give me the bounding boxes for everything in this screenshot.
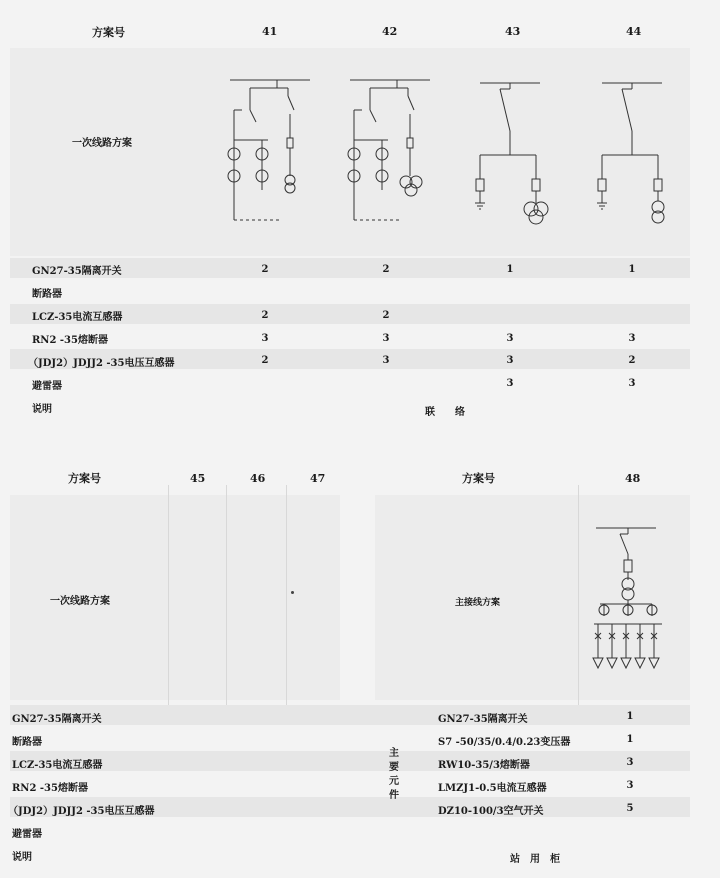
bl-header-label: 方案号 (68, 472, 101, 485)
bl-scheme-number-47: 47 (310, 472, 326, 485)
top-note-value: 联 络 (425, 407, 465, 418)
bl-dot-mark (291, 591, 294, 594)
bl-column-divider-2 (226, 485, 227, 705)
top-value-43-1: 1 (506, 264, 514, 275)
br-component-name-1: GN27-35隔离开关 (438, 714, 528, 725)
top-value-44-5: 2 (628, 355, 636, 366)
top-component-name-3: LCZ-35电流互感器 (32, 312, 123, 323)
top-value-41-5: 2 (261, 355, 269, 366)
br-component-name-5: DZ10-100/3空气开关 (438, 806, 544, 817)
top-component-name-1: GN27-35隔离开关 (32, 266, 122, 277)
top-value-44-6: 3 (628, 378, 636, 389)
br-side-label-1: 主 (389, 748, 399, 759)
br-component-name-4: LMZJ1-0.5电流互感器 (438, 783, 547, 794)
br-note-value: 站 用 柜 (510, 854, 560, 865)
top-note-label: 说明 (32, 404, 52, 415)
diagram-44 (592, 75, 672, 225)
br-value-5: 5 (626, 803, 634, 814)
top-primary-label: 一次线路方案 (72, 138, 132, 149)
bl-note-label: 说明 (12, 852, 32, 863)
br-value-4: 3 (626, 780, 634, 791)
bottom-row-band-1 (10, 705, 690, 725)
diagram-43 (470, 75, 550, 225)
bl-scheme-number-45: 45 (190, 472, 206, 485)
br-column-divider (578, 485, 579, 705)
top-value-42-5: 3 (382, 355, 390, 366)
br-value-2: 1 (626, 734, 634, 745)
top-value-41-4: 3 (261, 333, 269, 344)
diagram-48 (590, 520, 670, 680)
br-side-label-3: 元 (389, 776, 399, 787)
bl-column-divider-3 (286, 485, 287, 705)
bottom-row-band-3 (10, 751, 690, 771)
br-scheme-number-48: 48 (625, 472, 641, 485)
diagram-42 (340, 70, 430, 230)
br-side-label-2: 要 (389, 762, 399, 773)
bl-scheme-number-46: 46 (250, 472, 266, 485)
top-scheme-number-43: 43 (505, 25, 521, 38)
bl-component-name-2: 断路器 (12, 737, 42, 748)
top-value-41-3: 2 (261, 310, 269, 321)
bl-component-name-1: GN27-35隔离开关 (12, 714, 102, 725)
top-value-42-4: 3 (382, 333, 390, 344)
top-value-43-5: 3 (506, 355, 514, 366)
top-scheme-number-44: 44 (626, 25, 642, 38)
top-value-42-3: 2 (382, 310, 390, 321)
bl-column-divider-1 (168, 485, 169, 705)
bl-primary-label: 一次线路方案 (50, 596, 110, 607)
top-value-44-1: 1 (628, 264, 636, 275)
bl-component-name-5: （JDJ2）JDJJ2 -35电压互感器 (8, 806, 155, 817)
top-scheme-number-42: 42 (382, 25, 398, 38)
br-component-name-2: S7 -50/35/0.4/0.23变压器 (438, 737, 571, 748)
br-primary-label: 主接线方案 (455, 598, 501, 608)
br-header-label: 方案号 (462, 472, 495, 485)
top-header-label: 方案号 (92, 26, 125, 39)
top-component-name-6: 避雷器 (32, 381, 62, 392)
br-side-label-4: 件 (389, 790, 399, 801)
top-component-name-4: RN2 -35熔断器 (32, 335, 108, 346)
br-value-1: 1 (626, 711, 634, 722)
top-component-name-2: 断路器 (32, 289, 62, 300)
bl-component-name-6: 避雷器 (12, 829, 42, 840)
bl-component-name-3: LCZ-35电流互感器 (12, 760, 103, 771)
diagram-41 (220, 70, 310, 230)
br-component-name-3: RW10-35/3熔断器 (438, 760, 530, 771)
br-value-3: 3 (626, 757, 634, 768)
top-scheme-number-41: 41 (262, 25, 278, 38)
top-value-44-4: 3 (628, 333, 636, 344)
bl-component-name-4: RN2 -35熔断器 (12, 783, 88, 794)
top-component-name-5: （JDJ2）JDJJ2 -35电压互感器 (28, 358, 175, 369)
top-value-41-1: 2 (261, 264, 269, 275)
top-value-42-1: 2 (382, 264, 390, 275)
top-value-43-4: 3 (506, 333, 514, 344)
top-value-43-6: 3 (506, 378, 514, 389)
